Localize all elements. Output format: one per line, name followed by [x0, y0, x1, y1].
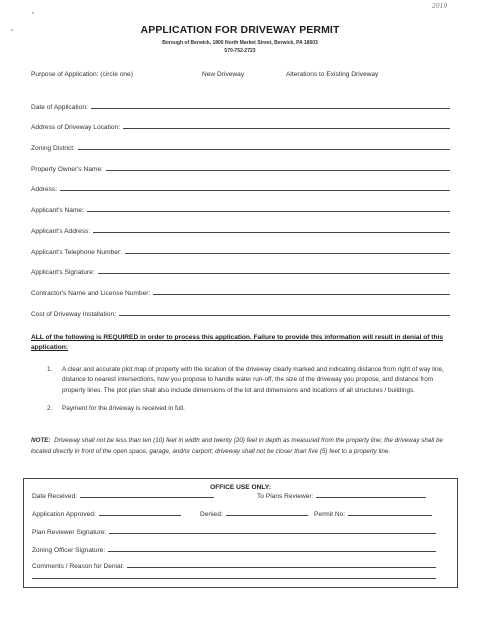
fill-line[interactable] — [153, 293, 450, 295]
fill-line[interactable] — [87, 210, 450, 212]
field-label: Property Owner's Name: — [31, 165, 103, 173]
fill-line[interactable] — [127, 566, 436, 568]
list-number: 1. — [47, 366, 53, 373]
date-received-field[interactable] — [32, 493, 214, 500]
note-label: NOTE: — [31, 437, 51, 444]
field-label: Applicant's Telephone Number: — [31, 248, 122, 256]
form-title: APPLICATION FOR DRIVEWAY PERMIT — [140, 24, 340, 36]
comments-extra-line[interactable] — [32, 577, 436, 581]
field-label: Date of Application: — [31, 103, 88, 111]
field-label: Denied: — [200, 511, 223, 518]
purpose-option-new-driveway[interactable]: New Driveway — [202, 71, 245, 78]
scan-speck — [32, 12, 34, 14]
driveway-location-field[interactable] — [31, 111, 450, 132]
list-item — [47, 404, 452, 414]
field-label: Plan Reviewer Signature: — [32, 529, 107, 536]
field-label: Date Received: — [32, 493, 78, 500]
field-label: To Plans Reviewer: — [257, 493, 314, 500]
fill-line[interactable] — [80, 496, 214, 498]
fill-line[interactable] — [348, 514, 432, 516]
contractor-name-license-field[interactable] — [31, 276, 450, 297]
fill-line[interactable] — [125, 252, 450, 254]
requirements-heading: ALL of the following is REQUIRED in order to process this application. Failure to provide this information will result in denial of this application: — [31, 334, 444, 351]
owner-address-field[interactable] — [31, 173, 450, 194]
field-label: Contractor's Name and License Number: — [31, 289, 151, 297]
field-label: Zoning Officer Signature: — [32, 547, 106, 554]
field-label: Cost of Driveway Installation: — [31, 310, 117, 318]
office-use-title: OFFICE USE ONLY: — [210, 484, 271, 491]
date-of-application-field[interactable] — [31, 90, 450, 111]
fill-line[interactable] — [32, 577, 436, 579]
borough-address: Borough of Berwick, 1800 North Market Street, Berwick, PA 18603 — [162, 40, 318, 46]
field-label: Address of Driveway Location: — [31, 124, 121, 132]
field-label: Applicant's Address: — [31, 227, 91, 235]
fill-line[interactable] — [316, 496, 426, 498]
fill-line[interactable] — [91, 107, 450, 109]
comments-reason-field[interactable] — [32, 563, 436, 570]
field-label: Application Approved: — [32, 511, 96, 518]
field-label: Address: — [31, 186, 58, 194]
list-number: 2. — [47, 404, 53, 412]
fill-line[interactable] — [99, 514, 181, 516]
requirements-list — [47, 365, 452, 422]
field-label: Zoning District: — [31, 145, 75, 153]
fill-line[interactable] — [78, 148, 450, 150]
fill-line[interactable] — [108, 550, 436, 552]
list-text: Payment for the driveway is received in full. — [62, 404, 185, 412]
fill-line[interactable] — [93, 231, 450, 233]
driveway-note — [31, 436, 455, 458]
handwritten-note: 2019 — [432, 3, 448, 10]
applicant-telephone-field[interactable] — [31, 235, 450, 256]
property-owner-name-field[interactable] — [31, 152, 450, 173]
fill-line[interactable] — [98, 272, 450, 274]
borough-phone: 570-752-2723 — [224, 48, 256, 54]
applicant-fields — [31, 90, 450, 318]
field-label: Applicant's Name: — [31, 207, 84, 215]
purpose-label: Purpose of Application: (circle one) — [31, 71, 133, 78]
to-plans-reviewer-field[interactable] — [257, 493, 426, 500]
field-label: Applicant's Signature: — [31, 269, 95, 277]
zoning-officer-signature-field[interactable] — [32, 547, 436, 554]
zoning-district-field[interactable] — [31, 131, 450, 152]
application-approved-field[interactable] — [32, 511, 181, 518]
note-text: Driveway shall not be less than ten (10) feet in width and twenty (20) feet in depth as measured from the property line; the driveway shall be located directly in front of the open space, garage, and/or carport; driveway shall not be closer than five (5) feet to a property line. — [31, 437, 443, 455]
list-item — [47, 365, 452, 396]
field-label: Comments / Reason for Denial: — [32, 563, 124, 570]
office-use-box — [23, 478, 458, 588]
applicant-name-field[interactable] — [31, 193, 450, 214]
purpose-option-alterations[interactable]: Alterations to Existing Driveway — [286, 71, 379, 78]
permit-no-field[interactable] — [314, 511, 432, 518]
list-text: A clear and accurate plot map of property with the location of the driveway clearly marked and indicating distance from right of way line, distance to nearest intersections, how you propose to handle water run-off, the size of the driveway you propose, and distance from property lines. The plot plan shall also include dimensions of the lot and dimensions and locations of all structures / buildings. — [62, 366, 444, 394]
fill-line[interactable] — [109, 532, 436, 534]
fill-line[interactable] — [119, 314, 450, 316]
denied-field[interactable] — [200, 511, 308, 518]
applicant-signature-field[interactable] — [31, 256, 450, 277]
fill-line[interactable] — [123, 127, 450, 129]
fill-line[interactable] — [60, 189, 450, 191]
fill-line[interactable] — [106, 169, 450, 171]
fill-line[interactable] — [226, 514, 308, 516]
cost-of-installation-field[interactable] — [31, 297, 450, 318]
field-label: Permit No: — [314, 511, 346, 518]
plan-reviewer-signature-field[interactable] — [32, 529, 436, 536]
applicant-address-field[interactable] — [31, 214, 450, 235]
